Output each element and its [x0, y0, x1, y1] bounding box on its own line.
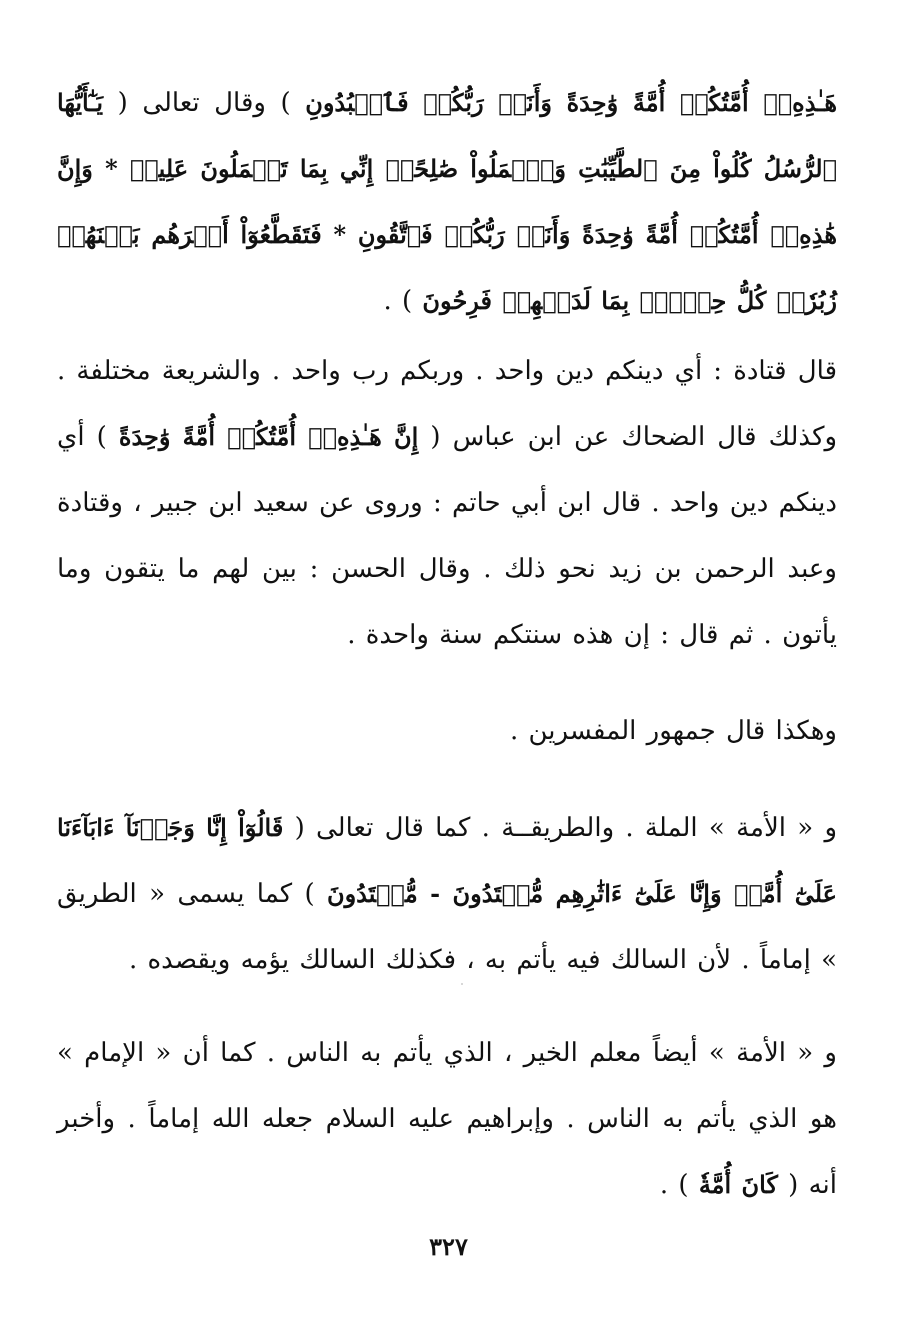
quran-verse: يَـٰٓأَيُّهَا ٱلرُّسُلُ كُلُواْ مِنَ ٱلطَّيِّبَٰتِ وَٱعۡمَلُواْ صَٰلِحًاۖ إِنِّي بِمَا تَعۡمَلُونَ عَلِيمٞ * وَإِنَّ هَٰذِهِۦٓ أُمَّتُكُمۡ أُمَّةً وَٰحِدَةً وَأَنَا۠ رَبُّكُمۡ فَٱتَّقُونِ * فَتَقَطَّعُوٓاْ أَمۡرَهُم بَيۡنَهُمۡ زُبُرٗاۖ كُلُّ حِزۡبِۭ بِمَا لَدَيۡهِمۡ فَرِحُونَ	[57, 88, 837, 315]
quran-verse: إِنَّ هَـٰذِهِۦٓ أُمَّتُكُمۡ أُمَّةً وَٰحِدَةً	[118, 422, 419, 451]
paragraph-text: و « الأمة » أيضاً معلم الخير ، الذي يأتم به الناس . كما أن « الإمام » هو الذي يأتم به الناس . وإبراهيم عليه السلام جعله الله إماماً . وأخبر أنه (	[57, 1038, 837, 1200]
paragraph-text: ) أي دينكم دين واحد . قال ابن أبي حاتم : وروى عن سعيد ابن جبير ، وقتادة وعبد الرحمن بن زيد نحو ذلك . وقال الحسن : بين لهم ما يتقون وما يأتون . ثم قال : إن هذه سنتكم سنة واحدة .	[57, 422, 837, 650]
page-number: ٣٢٧	[429, 1232, 468, 1261]
umma-meaning-path-paragraph	[57, 795, 837, 993]
paragraph-text: ) .	[659, 1170, 699, 1200]
paragraph-text: و « الأمة » الملة . والطريقــة . كما قال تعالى (	[283, 813, 837, 843]
paper-speck	[461, 983, 463, 985]
quran-verse: هَـٰذِهِۦٓ أُمَّتُكُمۡ أُمَّةً وَٰحِدَةً وَأَنَا۠ رَبُّكُمۡ فَٱعۡبُدُونِ	[305, 88, 838, 117]
quran-passage-paragraph	[57, 70, 837, 334]
qatada-commentary-paragraph	[57, 338, 837, 668]
majority-commentators-paragraph	[57, 698, 837, 764]
quran-verse: قَالُوٓاْ إِنَّا وَجَدۡنَآ ءَابَآءَنَا عَلَىٰٓ أُمَّةٖ وَإِنَّا عَلَىٰٓ ءَاثَٰرِهِم مُّهۡتَدُونَ - مُّقۡتَدُونَ	[57, 813, 838, 908]
umma-meaning-teacher-paragraph	[57, 1020, 837, 1218]
quran-verse: كَانَ أُمَّةٗ	[698, 1170, 778, 1199]
paragraph-text: ) وقال تعالى (	[103, 88, 306, 118]
paragraph-text: وهكذا قال جمهور المفسرين .	[509, 716, 837, 746]
paragraph-text: ) .	[383, 286, 423, 316]
paragraph-text: ) كما يسمى « الطريق » إماماً . لأن السالك فيه يأتم به ، فكذلك السالك يؤمه ويقصده .	[57, 879, 837, 975]
paragraph-text: قال قتادة : أي دينكم دين واحد . وربكم رب واحد . والشريعة مختلفة . وكذلك قال الضحاك عن ابن عباس (	[57, 356, 837, 452]
